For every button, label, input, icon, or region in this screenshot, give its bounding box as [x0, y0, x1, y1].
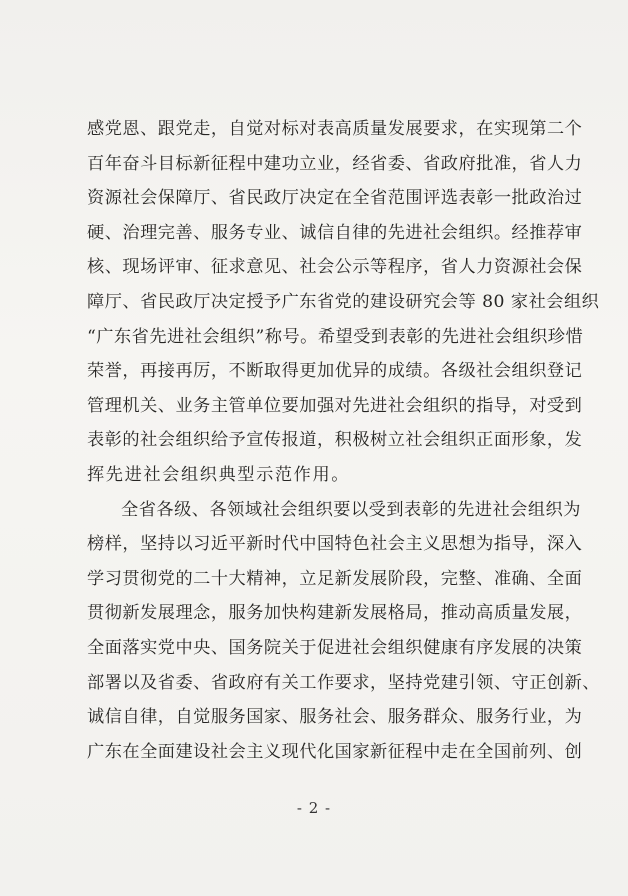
paragraph-1-line-8: 荣誉，再接再厉，不断取得更加优异的成绩。各级社会组织登记: [87, 361, 583, 382]
paragraph-1-line-1: 感党恩、跟党走，自觉对标对表高质量发展要求，在实现第二个: [87, 119, 583, 139]
paragraph-1-line-10: 表彰的社会组织给予宣传报道，积极树立社会组织正面形象，发: [87, 430, 583, 451]
paragraph-1-line-2: 百年奋斗目标新征程中建功立业，经省委、省政府批准，省人力: [87, 153, 583, 174]
paragraph-2-line-4: 贯彻新发展理念，服务加快构建新发展格局，推动高质量发展，: [87, 603, 583, 624]
paragraph-1-line-9: 管理机关、业务主管单位要加强对先进社会组织的指导，对受到: [87, 395, 583, 416]
paragraph-1-line-3: 资源社会保障厅、省民政厅决定在全省范围评选表彰一批政治过: [87, 188, 583, 209]
paragraph-2-line-8: 广东在全面建设社会主义现代化国家新征程中走在全国前列、创: [87, 741, 583, 762]
paragraph-1-line-6: 障厅、省民政厅决定授予广东省党的建设研究会等 80 家社会组织: [87, 291, 600, 312]
paragraph-1-line-11: 挥先进社会组织典型示范作用。: [87, 464, 351, 485]
page-number: - 2 -: [296, 799, 332, 817]
paragraph-2-line-7: 诚信自律，自觉服务国家、服务社会、服务群众、服务行业，为: [87, 707, 583, 728]
paragraph-1-line-4: 硬、治理完善、服务专业、诚信自律的先进社会组织。经推荐审: [87, 222, 583, 243]
paragraph-2-line-1: 全省各级、各领域社会组织要以受到表彰的先进社会组织为: [121, 499, 581, 520]
paragraph-1-line-5: 核、现场评审、征求意见、社会公示等程序，省人力资源社会保: [87, 257, 583, 278]
paragraph-2-line-2: 榜样，坚持以习近平新时代中国特色社会主义思想为指导，深入: [87, 534, 583, 555]
paragraph-2-line-6: 部署以及省委、省政府有关工作要求，坚持党建引领、守正创新、: [87, 672, 600, 693]
paragraph-1-line-7: “广东省先进社会组织”称号。希望受到表彰的先进社会组织珍惜: [87, 326, 584, 347]
paragraph-2-line-5: 全面落实党中央、国务院关于促进社会组织健康有序发展的决策: [87, 637, 583, 658]
document-body: [0, 112, 628, 769]
paragraph-2-line-3: 学习贯彻党的二十大精神，立足新发展阶段，完整、准确、全面: [87, 568, 583, 589]
